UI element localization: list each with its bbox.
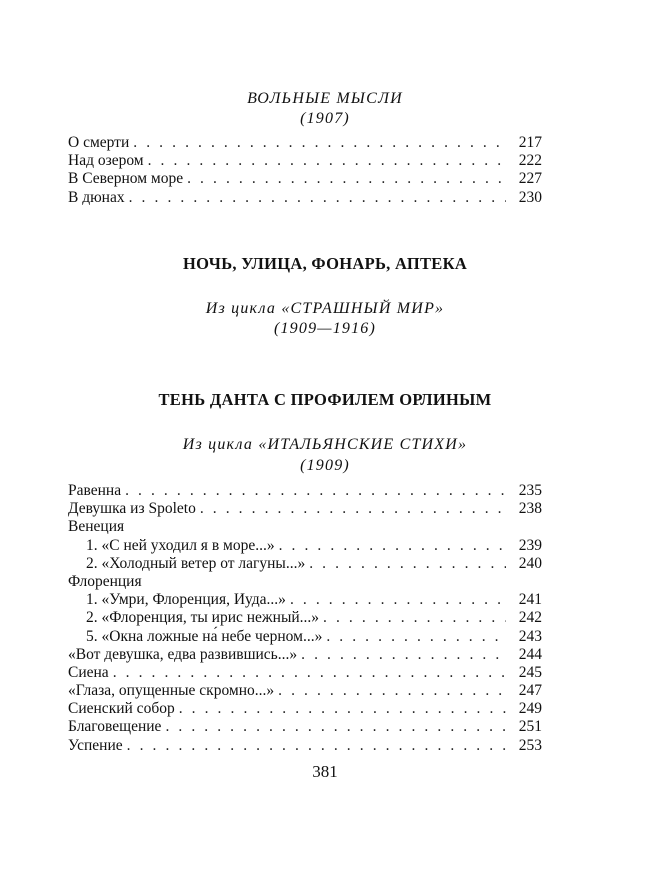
toc-entry[interactable] — [68, 609, 542, 627]
toc-entry-page: 241 — [518, 591, 542, 609]
toc-entry-title: Благовещение — [68, 718, 162, 736]
toc-entry[interactable] — [68, 170, 542, 188]
toc-entry-title: Успение — [68, 736, 123, 754]
toc-entry-title: Сиена — [68, 663, 109, 681]
toc-entry[interactable] — [68, 189, 542, 207]
leader-dots — [113, 664, 506, 682]
section-years: (1907) — [300, 110, 350, 127]
toc-entry-page: 243 — [518, 627, 542, 645]
leader-dots — [326, 628, 506, 646]
cycle-title-strashny-mir: Из цикла «СТРАШНЫЙ МИР» — [205, 300, 445, 317]
toc-entry-page: 249 — [518, 700, 542, 718]
toc-entry-page: 253 — [518, 736, 542, 754]
toc-entry-title: 2. «Холодный ветер от лагуны...» — [86, 554, 306, 572]
toc-entry-page: 242 — [518, 609, 542, 627]
toc-group-heading — [68, 518, 542, 536]
toc-entry-title: 5. «Окна ложные на́ небе черном...» — [86, 627, 323, 645]
toc-entry-page: 247 — [518, 682, 542, 700]
leader-dots — [165, 718, 506, 736]
toc-entry[interactable] — [68, 737, 542, 755]
toc-entry[interactable] — [68, 664, 542, 682]
cycle-years: (1909) — [300, 457, 350, 474]
leader-dots — [129, 189, 506, 207]
leader-dots — [127, 737, 506, 755]
toc-entry-title: 2. «Флоренция, ты ирис нежный...» — [86, 609, 320, 627]
leader-dots — [179, 700, 506, 718]
toc-entry[interactable] — [68, 482, 542, 500]
toc-entry[interactable] — [68, 628, 542, 646]
toc-group-heading — [68, 573, 542, 591]
toc-entry-page: 245 — [518, 663, 542, 681]
leader-dots — [278, 682, 506, 700]
toc-group-title: Флоренция — [68, 572, 142, 590]
toc-entry-title: Равенна — [68, 482, 122, 499]
toc-list-3 — [68, 482, 542, 755]
toc-entry-title: О смерти — [68, 134, 130, 151]
leader-dots — [148, 152, 506, 170]
toc-entry[interactable] — [68, 134, 542, 152]
toc-entry-page: 230 — [518, 188, 542, 206]
toc-entry-title: 1. «Умри, Флоренция, Иуда...» — [86, 591, 286, 609]
toc-list-1 — [68, 134, 542, 207]
leader-dots — [133, 134, 506, 152]
toc-entry-title: Сиенский собор — [68, 700, 175, 718]
toc-entry-page: 238 — [518, 500, 542, 518]
cycle-title-italyanskie-stikhi: Из цикла «ИТАЛЬЯНСКИЕ СТИХИ» — [182, 436, 468, 453]
toc-entry-title: Девушка из Spoleto — [68, 500, 196, 518]
toc-entry-page: 227 — [518, 170, 542, 188]
toc-group-title: Венеция — [68, 518, 125, 536]
toc-entry[interactable] — [68, 500, 542, 518]
toc-entry[interactable] — [68, 591, 542, 609]
toc-entry-page: 235 — [518, 482, 542, 499]
toc-entry[interactable] — [68, 152, 542, 170]
toc-entry-page: 251 — [518, 718, 542, 736]
leader-dots — [279, 537, 506, 555]
toc-entry[interactable] — [68, 555, 542, 573]
toc-entry-page: 240 — [518, 554, 542, 572]
toc-entry-page: 222 — [518, 152, 542, 170]
toc-entry[interactable] — [68, 537, 542, 555]
leader-dots — [309, 555, 506, 573]
leader-dots — [290, 591, 506, 609]
toc-entry-page: 244 — [518, 645, 542, 663]
toc-entry[interactable] — [68, 682, 542, 700]
toc-entry[interactable] — [68, 718, 542, 736]
toc-entry-title: В Северном море — [68, 170, 184, 188]
leader-dots — [301, 646, 506, 664]
leader-dots — [187, 170, 506, 188]
toc-entry-page: 217 — [518, 134, 542, 151]
toc-entry[interactable] — [68, 646, 542, 664]
toc-entry-title: В дюнах — [68, 188, 125, 206]
page-number: 381 — [312, 762, 338, 781]
leader-dots — [200, 500, 506, 518]
leader-dots — [323, 609, 506, 627]
section-title-volnye-mysli: ВОЛЬНЫЕ МЫСЛИ — [247, 90, 403, 107]
toc-entry-title: «Вот девушка, едва развившись...» — [68, 645, 298, 663]
toc-entry-page: 239 — [518, 536, 542, 554]
toc-entry-title: «Глаза, опущенные скромно...» — [68, 682, 275, 700]
cycle-years: (1909—1916) — [273, 320, 377, 337]
toc-entry-title: Над озером — [68, 152, 144, 170]
leader-dots — [125, 482, 506, 500]
section-heading-ten-danta: ТЕНЬ ДАНТА С ПРОФИЛЕМ ОРЛИНЫМ — [158, 390, 492, 409]
toc-entry-title: 1. «С ней уходил я в море...» — [86, 536, 275, 554]
section-heading-noch: НОЧЬ, УЛИЦА, ФОНАРЬ, АПТЕКА — [182, 254, 468, 273]
toc-entry[interactable] — [68, 700, 542, 718]
